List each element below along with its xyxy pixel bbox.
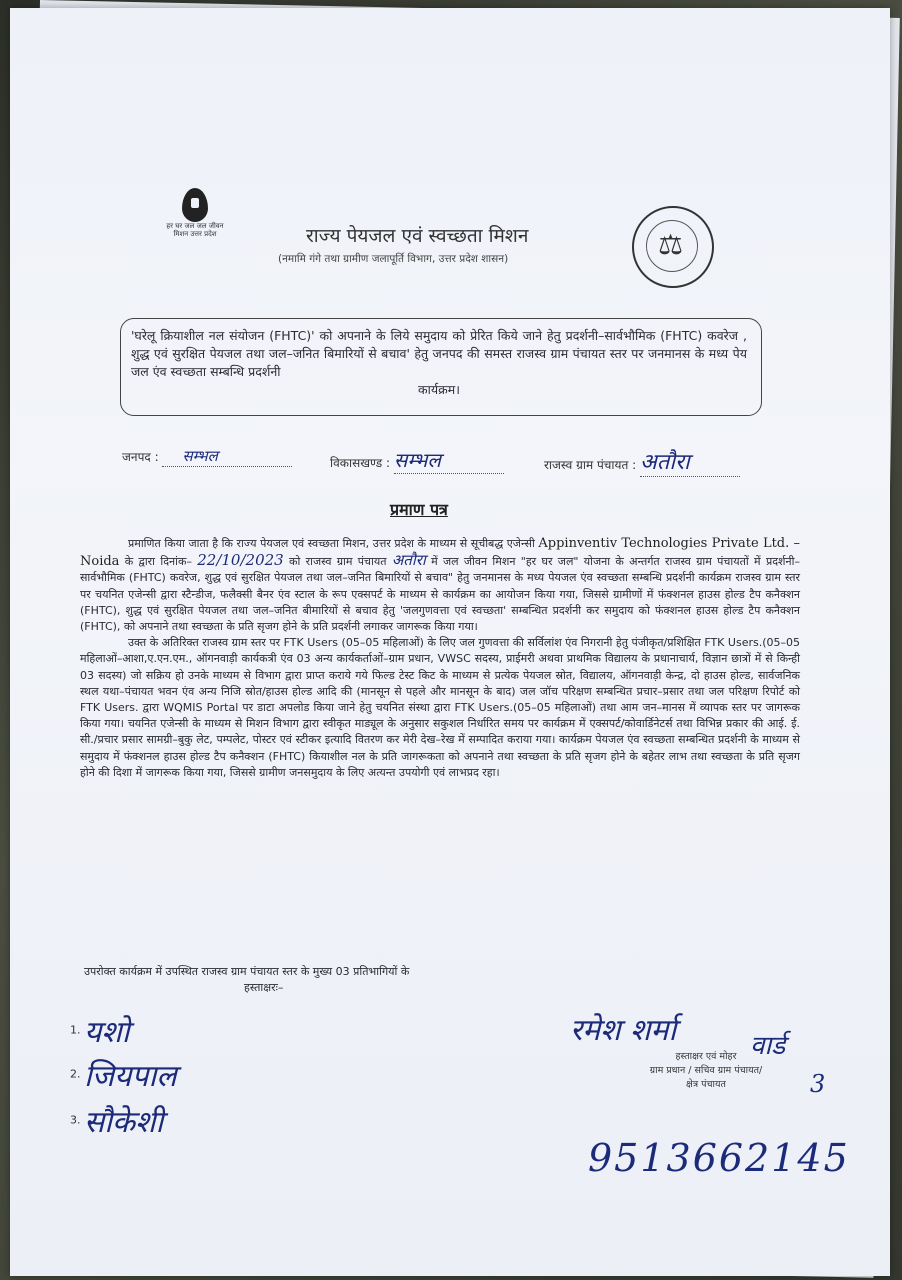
panchayat-label: राजस्व ग्राम पंचायत : bbox=[544, 458, 637, 472]
kshetra-panchayat-label: क्षेत्र पंचायत bbox=[686, 1079, 726, 1090]
signature-stamp-label: हस्ताक्षर एवं मोहर bbox=[675, 1051, 737, 1062]
participant-signature-1 bbox=[70, 1010, 130, 1051]
mission-subtitle: (नमामि गंगे तथा ग्रामीण जलापूर्ति विभाग, उत्तर प्रदेश शासन) bbox=[278, 253, 509, 265]
intro-line-1: 'घरेलू क्रियाशील नल संयोजन (FHTC)' को अपनाने के लिये समुदाय को प्रेरित किये जाने हेतु bbox=[131, 328, 561, 343]
body-p1-after-date: को राजस्व ग्राम पंचायत bbox=[289, 555, 387, 569]
intro-line-4: कार्यक्रम। bbox=[418, 382, 460, 397]
signatures-intro-line-1: उपरोक्त कार्यक्रम में उपस्थित राजस्व ग्राम पंचायत स्तर के मुख्य 03 प्रतिभागियों के bbox=[84, 965, 410, 978]
logo-text: हर घर जल जल जीवन मिशन उत्तर प्रदेश bbox=[166, 222, 224, 238]
document-page bbox=[10, 8, 890, 1276]
signature-name: यशो bbox=[84, 1015, 130, 1050]
block-label: विकासखण्ड : bbox=[330, 456, 391, 470]
block-value: सम्भल bbox=[393, 448, 441, 472]
program-date: 22/10/2023 bbox=[197, 551, 284, 570]
participant-signature-2 bbox=[70, 1054, 177, 1095]
body-paragraph-2: उक्त के अतिरिक्त राजस्व ग्राम स्तर पर FTK Users (05–05 महिलाओं) के लिए जल गुणवत्ता की सर्विलांश एंव निगरानी हेतु पंजीकृत/प्रशिक्षित FTK Users.(05–05 महिलाओं–आशा,ए.एन.एम., ऑगनवाड़ी कार्यकत्री एंव 03 अन्य कार्यकर्ताओं–ग्राम प्रधान, VWSC सदस्य, प्राईमरी अथवा प्राथमिक विद्यालय के प्रधानाचार्य, विज्ञान छात्रों में से किन्ही 03 सदस्य) जो सक्रिय हो उनके माध्यम से विभाग द्वारा प्राप्त कराये गये फिल्ड टेस्ट किट के माध्यम से प्रत्येक पेयजल स्रोत, विद्यालय, ऑगनवाड़ी केन्द्र, दो हाउस होल्ड, सार्वजनिक स्थल यथा–पंचायत भवन एंव अन्य निजि स्रोत/हाउस होल्ड आदि की (मानसून से पहले और मानसून के बाद) जल जॉच परिक्षण सम्बन्धित प्रचार–प्रसार तथा जल परिक्षण रिपोर्ट को FTK Users. द्वारा WQMIS Portal पर डाटा अपलोड किया जाने हेतु चयनित संस्था द्वारा FTK Users.(05–05 महिलाओं) तथा आम जन–मानस में व्यापक स्तर पर जागरूक किया गया। चयनित एजेन्सी के माध्यम से मिशन विभाग द्वारा स्वीकृत माड्यूल के अनुसार सकुशल निर्धारित समय पर कार्यक्रम में एक्सपर्ट/कोवार्डिनेटर्स तथा विभिन्न प्रकार की आई. ई. सी./प्रचार प्रसार सामग्री–बुकु लेट, पम्पलेट, पोस्टर एवं स्टीकर इत्यादि वितरण कर मेरी देख–रेख में सम्पादित कराया गया। कार्यक्रम पेयजल एंव स्वच्छता सम्बन्धित प्रदर्शनी के माध्यम से समुदाय में फंक्शनल हाउस होल्ड टैप कनैक्शन (FHTC) कियाशील नल के प्रति जागरूकता को अपनाने तथा स्वच्छता के प्रति सृजग होने के बहेतर लाभ तथा स्वच्छता के प्रति सृजग होने की दिशा में जागरूक किया गया, जिससे ग्रामीण जनसमुदाय के लिए अत्यन्त उपयोगी एवं लाभप्रद रहा। bbox=[80, 636, 800, 779]
panchayat-field bbox=[544, 446, 740, 477]
district-value: सम्भल bbox=[182, 447, 218, 465]
mission-title: राज्य पेयजल एवं स्वच्छता मिशन bbox=[306, 225, 529, 247]
body-paragraph-1: प्रमाणित किया जाता है कि राज्य पेयजल एवं स्वच्छता मिशन, उत्तर प्रदेश के माध्यम से सूचीबद्ध एजेन्सी Appinventiv Technologies Private Ltd. – Noida के द्वारा दिनांक– 22/10/2023 को राजस्व ग्राम पंचायत अतौरा में जल जीवन मिशन "हर घर जल" योजना के अन्तर्गत राजस्व ग्राम पंचायतों में प्रदर्शनी–सार्वभौमिक (FHTC) कवरेज, शुद्ध एवं सुरक्षित पेयजल तथा जल–जनित बिमारियों से बचाव" हेतु जनमानस के मध्य पेयजल एंव स्वच्छता सम्बन्धि प्रदर्शनी कार्यक्रम राजस्व ग्राम स्तर पर चयनित एजेन्सी द्वारा स्टैन्डीज, फलैक्सी बैनर एंव स्टाल के रूप एक्सपर्ट के माध्यम से कार्यक्रम का आयोजन किया गया, जिससे ग्रामीणों में फंक्शनल हाउस होल्ड टैप कनैक्शन (FHTC), शुद्ध एवं सुरक्षित पेयजल तथा जल–जनित बीमारियों से बचाव हेतु 'जलगुणवत्ता एवं स्वच्छता' सम्बन्धित प्रदर्शनी कर समुदाय को फंक्शनल हाउस होल्ड टैप कनैक्शन (FHTC), को अपनाने तथा स्वच्छता के प्रति सृजग होने के प्रति प्रदर्शनी लगाकर जागरूक किया गया। bbox=[80, 536, 800, 634]
up-govt-emblem-icon bbox=[632, 206, 714, 288]
date-label: के द्वारा दिनांक bbox=[124, 555, 187, 569]
pradhan-signature: रमेश शर्मा bbox=[570, 1013, 677, 1048]
district-field bbox=[122, 446, 292, 467]
ward-number: 3 bbox=[810, 1070, 826, 1098]
agency-name: Appinventiv Technologies Private Ltd. – Noida bbox=[80, 536, 800, 570]
body-p1-start: प्रमाणित किया जाता है कि राज्य पेयजल एवं स्वच्छता मिशन, उत्तर प्रदेश के माध्यम से सूचीबद्ध एजेन्सी bbox=[128, 537, 535, 550]
water-drop-icon bbox=[182, 188, 208, 222]
phone-number-handwritten: 9513662145 bbox=[588, 1136, 850, 1180]
village-handwritten: अतौरा bbox=[391, 551, 426, 570]
signature-name: जियपाल bbox=[84, 1059, 177, 1094]
har-ghar-jal-logo bbox=[160, 188, 230, 238]
intro-line-2: प्रदर्शनी–सार्वभौमिक (FHTC) कवरेज , शुद्ध एवं सुरक्षित पेयजल तथा जल–जनित बिमारियों से बचाव' हेतु bbox=[131, 328, 747, 361]
signature-number: 2. bbox=[70, 1067, 81, 1081]
participant-signature-3 bbox=[70, 1100, 163, 1141]
panchayat-value: अतौरा bbox=[639, 450, 690, 475]
pradhan-signature-block bbox=[570, 1008, 826, 1098]
signatures-intro bbox=[84, 964, 554, 996]
ward-handwritten: वार्ड bbox=[750, 1031, 786, 1061]
pradhan-labels bbox=[606, 1050, 806, 1092]
district-label: जनपद : bbox=[122, 450, 159, 464]
certificate-body bbox=[80, 536, 800, 781]
signatures-intro-line-2: हस्ताक्षरः– bbox=[244, 981, 284, 994]
signature-number: 3. bbox=[70, 1113, 81, 1127]
block-field bbox=[330, 446, 504, 474]
pradhan-designation: ग्राम प्रधान / सचिव ग्राम पंचायत/ bbox=[649, 1065, 763, 1076]
signature-number: 1. bbox=[70, 1023, 81, 1037]
program-description-box bbox=[120, 318, 762, 416]
intro-line-3: जनपद की समस्त राजस्व ग्राम पंचायत स्तर पर जनमानस के मध्य पेय जल एंव स्वच्छता सम्बन्धि प्रदर्शनी bbox=[131, 346, 747, 379]
signature-name: सौकेशी bbox=[84, 1105, 164, 1140]
certificate-title: प्रमाण पत्र bbox=[390, 500, 448, 519]
body-p1-rest: में जल जीवन मिशन "हर घर जल" योजना के अन्तर्गत राजस्व ग्राम पंचायतों में प्रदर्शनी–सार्वभौमिक (FHTC) कवरेज, शुद्ध एवं सुरक्षित पेयजल तथा जल–जनित बिमारियों से बचाव" हेतु जनमानस के मध्य पेयजल एंव स्वच्छता सम्बन्धि प्रदर्शनी कार्यक्रम राजस्व ग्राम स्तर पर चयनित एजेन्सी द्वारा स्टैन्डीज, फलैक्सी बैनर एंव स्टाल के रूप एक्सपर्ट के माध्यम से कार्यक्रम का आयोजन किया गया, जिससे ग्रामीणों में फंक्शनल हाउस होल्ड टैप कनैक्शन (FHTC), शुद्ध एवं सुरक्षित पेयजल तथा जल–जनित बीमारियों से बचाव हेतु 'जलगुणवत्ता एवं स्वच्छता' सम्बन्धित प्रदर्शनी कर समुदाय को फंक्शनल हाउस होल्ड टैप कनैक्शन (FHTC), को अपनाने तथा स्वच्छता के प्रति सृजग होने के प्रति प्रदर्शनी लगाकर जागरूक किया गया। bbox=[80, 555, 800, 634]
